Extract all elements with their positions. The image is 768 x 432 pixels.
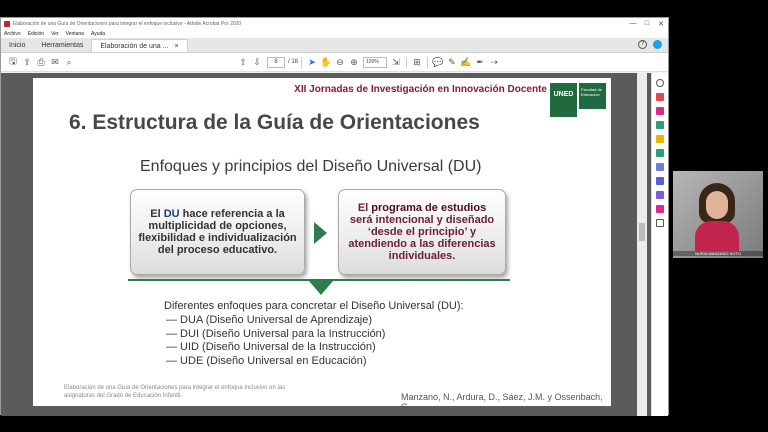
menu-edicion[interactable]: Edición [27,30,45,37]
slide-title: 6. Estructura de la Guía de Orientaciones [69,111,480,134]
title-bar [1,18,668,29]
zoom-tool-icon[interactable] [656,79,664,87]
print-icon[interactable]: ⎙ [37,56,45,67]
fill-sign-icon[interactable] [656,191,664,199]
tab-document-label: Elaboración de una ... [100,42,169,50]
pen-icon[interactable]: ✎ [448,56,456,67]
presenter-face [706,191,728,219]
share-icon[interactable]: ⇢ [490,56,498,67]
menu-ventana[interactable]: Ventana [65,30,84,37]
maximize-button[interactable]: □ [644,20,650,27]
list-item: — DUI (Diseño Universal para la Instrucción) [166,327,386,340]
vertical-scrollbar[interactable] [637,73,647,416]
tab-bar [1,38,668,53]
faculty-logo: Facultad de Educación [579,83,606,109]
window-title: Elaboración de una Guía de Orientaciones para integrar el enfoque inclusivo - Adobe Acrobat Pro 2020 [13,20,242,27]
stamp-icon[interactable]: ⊞ [413,56,421,67]
protect-icon[interactable] [656,177,664,185]
du-definition-box [130,189,305,275]
acrobat-icon [4,21,10,27]
footer-reference: Elaboración de una Guía de Orientaciones para integrar el enfoque inclusivo en las asignaturas del Grado de Educación Infantil. [64,385,286,399]
curriculum-box [338,189,506,275]
presenter-body [695,221,739,251]
curriculum-pre: El [357,202,372,214]
scroll-thumb[interactable] [639,223,645,241]
combine-files-icon[interactable] [656,163,664,171]
export-pdf-icon[interactable] [656,121,664,129]
toolbar-separator-2 [406,57,407,68]
menu-ver[interactable]: Ver [51,30,59,37]
create-pdf-icon[interactable] [656,93,664,101]
tab-bar-actions [638,37,668,52]
toolbar [1,53,668,72]
save-icon[interactable]: 🖫 [9,56,17,66]
tab-close-icon[interactable]: × [174,42,179,50]
uned-logo-mark: UNED [550,83,577,117]
du-definition-post: hace referencia a la multiplicidad de opciones, flexibilidad e individualización del proceso educativo. [138,208,297,256]
list-item: — DUA (Diseño Universal de Aprendizaje) [166,314,373,326]
menu-ayuda[interactable]: Ayuda [90,30,106,37]
curriculum-text [345,202,499,262]
du-definition-pre: El [150,208,164,220]
help-icon[interactable]: ? [638,40,647,49]
toolbar-separator [301,57,302,68]
fit-page-icon[interactable]: ⇲ [392,56,400,67]
more-tools-icon[interactable] [656,219,664,227]
page-up-icon[interactable]: ⇧ [239,56,247,67]
approaches-intro: Diferentes enfoques para concretar el Diseño Universal (DU): [164,300,464,312]
menu-bar [1,29,668,38]
organize-pages-icon[interactable] [656,149,664,157]
sign-icon[interactable]: ✒ [476,56,484,67]
tools-side-panel [651,73,668,416]
comment-icon[interactable]: 💬 [432,56,444,67]
list-item: — UDE (Diseño Universal en Educación) [166,354,367,367]
select-cursor-icon[interactable]: ➤ [308,56,316,67]
webcam-video [673,171,763,258]
zoom-out-icon[interactable]: ⊖ [336,56,344,67]
presenter-name: NURIA MANZANO SOTO [673,251,763,256]
page-number-input[interactable]: 8 [267,57,285,68]
slide-page [33,78,611,412]
menu-archivo[interactable]: Archivo [4,30,21,37]
account-avatar[interactable] [653,40,662,49]
approaches-list [166,314,385,368]
list-item: — UID (Diseño Universal de la Instrucción) [166,341,376,353]
zoom-select[interactable]: 100% [363,57,387,68]
curriculum-post: será intencional y diseñado ‘desde el principio’ y atendiendo a las diferencias individuales. [348,214,496,262]
close-window-button[interactable]: ✕ [658,20,664,28]
search-icon[interactable]: ⌕ [66,56,72,67]
page-down-icon[interactable]: ⇩ [253,56,261,67]
zoom-in-icon[interactable]: ⊕ [350,56,358,67]
du-definition-text [137,208,298,256]
upload-icon[interactable]: ⇪ [23,56,31,67]
edit-pdf-icon[interactable] [656,107,664,115]
presenter-image [695,183,739,247]
mail-icon[interactable]: ✉ [51,56,59,67]
slide-subtitle: Enfoques y principios del Diseño Universal (DU) [140,158,482,175]
send-icon[interactable] [656,205,664,213]
page-total: / 18 [288,59,299,65]
conference-title: XII Jornadas de Investigación en Innovación Docente [294,84,547,95]
tab-tools[interactable]: Herramientas [41,42,84,49]
right-arrow-icon [314,222,327,244]
curriculum-term: programa de estudios [371,202,487,214]
minimize-button[interactable]: — [629,20,637,27]
hand-tool-icon[interactable]: ✋ [320,56,332,67]
tab-home[interactable]: Inicio [9,42,26,49]
tab-document[interactable] [91,39,187,52]
highlight-icon[interactable]: ✍ [460,56,472,67]
footer-authors: Manzano, N., Ardura, D., Sáez, J.M. y Ossenbach, G. [401,392,603,412]
uned-logo [550,83,606,117]
down-arrow-icon [309,281,333,295]
toolbar-separator-3 [427,57,428,68]
du-term: DU [163,208,180,220]
comment-tool-icon[interactable] [656,135,664,143]
